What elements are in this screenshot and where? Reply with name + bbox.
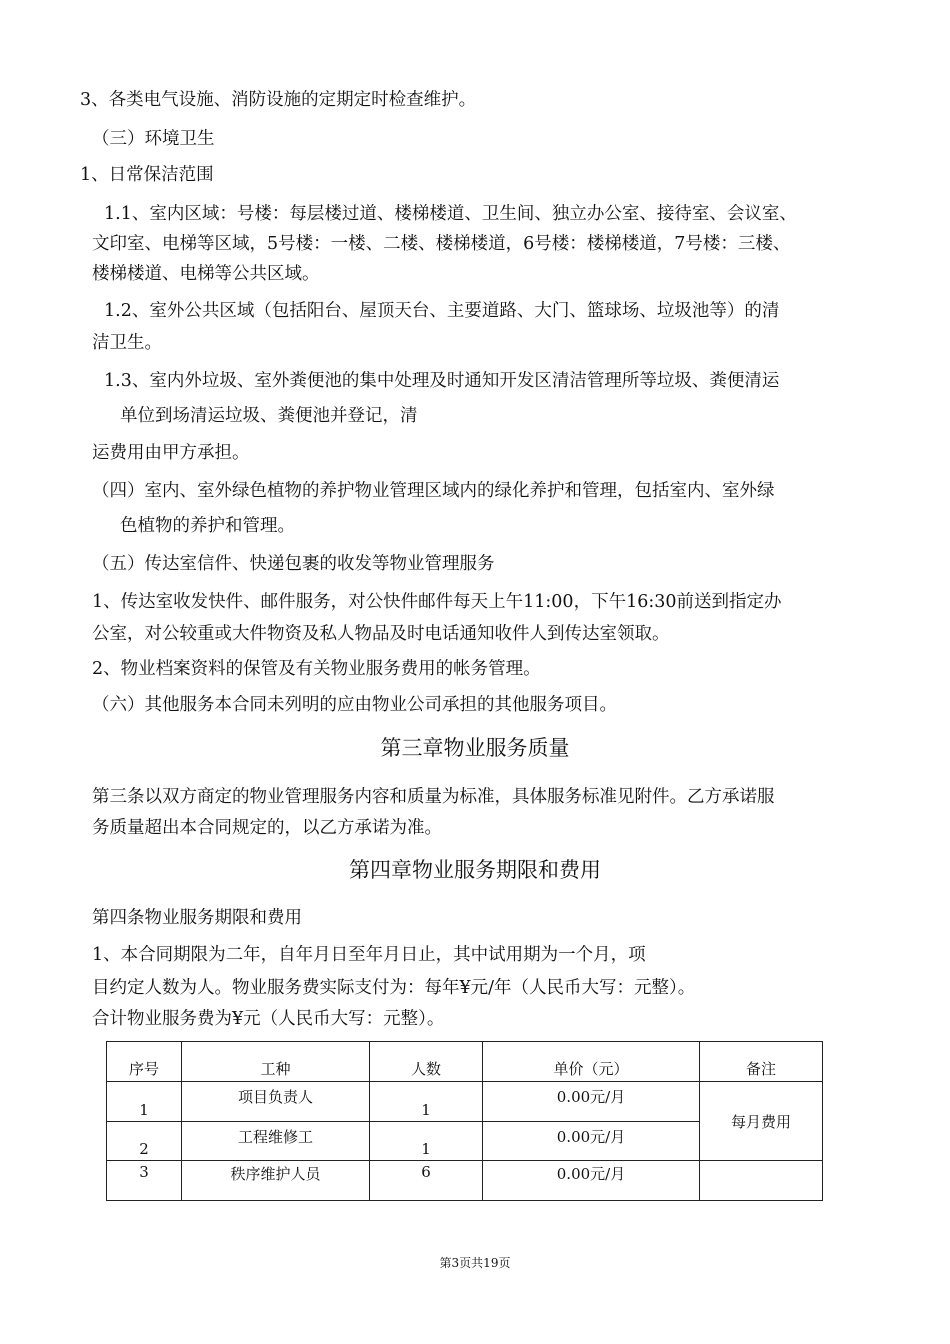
header-cell: 人数 bbox=[370, 1042, 483, 1082]
paragraph-line: 务质量超出本合同规定的，以乙方承诺为准。 bbox=[92, 818, 442, 838]
table-header-row bbox=[107, 1042, 823, 1082]
paragraph-line: 文印室、电梯等区域，5号楼：一楼、二楼、楼梯楼道，6号楼：楼梯楼道，7号楼：三楼、 bbox=[92, 234, 791, 254]
header-cell: 备注 bbox=[700, 1042, 823, 1082]
paragraph-line: 楼梯楼道、电梯等公共区域。 bbox=[92, 264, 320, 284]
table-cell: 0.00元/月 bbox=[483, 1161, 700, 1201]
paragraph-line: 3、各类电气设施、消防设施的定期定时检查维护。 bbox=[80, 90, 477, 110]
table-cell bbox=[700, 1161, 823, 1201]
paragraph-line: 色植物的养护和管理。 bbox=[120, 516, 295, 536]
page-footer: 第3页共19页 bbox=[439, 1256, 511, 1270]
paragraph-line: 2、物业档案资料的保管及有关物业服务费用的帐务管理。 bbox=[92, 659, 541, 679]
table-cell: 1 bbox=[107, 1082, 182, 1122]
table-cell: 3 bbox=[107, 1161, 182, 1201]
paragraph-line: 第四条物业服务期限和费用 bbox=[92, 908, 302, 928]
table-row bbox=[107, 1161, 823, 1201]
chapter-title: 第三章物业服务质量 bbox=[380, 736, 570, 760]
paragraph-line: 单位到场清运垃圾、粪便池并登记，清 bbox=[120, 406, 418, 426]
paragraph-line: 1、日常保洁范围 bbox=[80, 165, 214, 185]
chapter-title: 第四章物业服务期限和费用 bbox=[349, 858, 601, 882]
table-cell: 项目负责人 bbox=[182, 1082, 370, 1122]
table-cell: 工程维修工 bbox=[182, 1122, 370, 1161]
section-heading: （三）环境卫生 bbox=[92, 129, 215, 149]
header-cell: 单价（元） bbox=[483, 1042, 700, 1082]
paragraph-line: 第三条以双方商定的物业管理服务内容和质量为标准，具体服务标准见附件。乙方承诺服 bbox=[92, 787, 775, 807]
section-heading: （六）其他服务本合同未列明的应由物业公司承担的其他服务项目。 bbox=[92, 695, 617, 715]
paragraph-line: 1.2、室外公共区域（包括阳台、屋顶天台、主要道路、大门、篮球场、垃圾池等）的清 bbox=[104, 301, 780, 321]
table-row bbox=[107, 1082, 823, 1122]
staff-fee-table bbox=[106, 1041, 823, 1201]
paragraph-line: 合计物业服务费为¥元（人民币大写：元整）。 bbox=[92, 1009, 445, 1029]
paragraph-line: 目约定人数为人。物业服务费实际支付为：每年¥元/年（人民币大写：元整）。 bbox=[92, 978, 696, 998]
header-cell: 工种 bbox=[182, 1042, 370, 1082]
table-cell: 1 bbox=[370, 1122, 483, 1161]
table-cell: 秩序维护人员 bbox=[182, 1161, 370, 1201]
table-cell: 1 bbox=[370, 1082, 483, 1122]
table-cell: 0.00元/月 bbox=[483, 1082, 700, 1122]
paragraph-line: 公室，对公较重或大件物资及私人物品及时电话通知收件人到传达室领取。 bbox=[92, 624, 670, 644]
paragraph-line: 运费用由甲方承担。 bbox=[92, 443, 250, 463]
remark-cell: 每月费用 bbox=[700, 1082, 823, 1161]
paragraph-line: 1.1、室内区域：号楼：每层楼过道、楼梯楼道、卫生间、独立办公室、接待室、会议室、 bbox=[104, 204, 797, 224]
table-cell: 0.00元/月 bbox=[483, 1122, 700, 1161]
table-cell: 2 bbox=[107, 1122, 182, 1161]
header-cell: 序号 bbox=[107, 1042, 182, 1082]
section-heading: （四）室内、室外绿色植物的养护物业管理区域内的绿化养护和管理，包括室内、室外绿 bbox=[92, 481, 775, 501]
paragraph-line: 1.3、室内外垃圾、室外粪便池的集中处理及时通知开发区清洁管理所等垃圾、粪便清运 bbox=[104, 371, 780, 391]
section-heading: （五）传达室信件、快递包裹的收发等物业管理服务 bbox=[92, 554, 495, 574]
paragraph-line: 1、本合同期限为二年，自年月日至年月日止，其中试用期为一个月，项 bbox=[92, 945, 646, 965]
paragraph-line: 洁卫生。 bbox=[92, 333, 162, 353]
paragraph-line: 1、传达室收发快件、邮件服务，对公快件邮件每天上午11:00，下午16:30前送到指定办 bbox=[92, 592, 782, 612]
table-cell: 6 bbox=[370, 1161, 483, 1201]
